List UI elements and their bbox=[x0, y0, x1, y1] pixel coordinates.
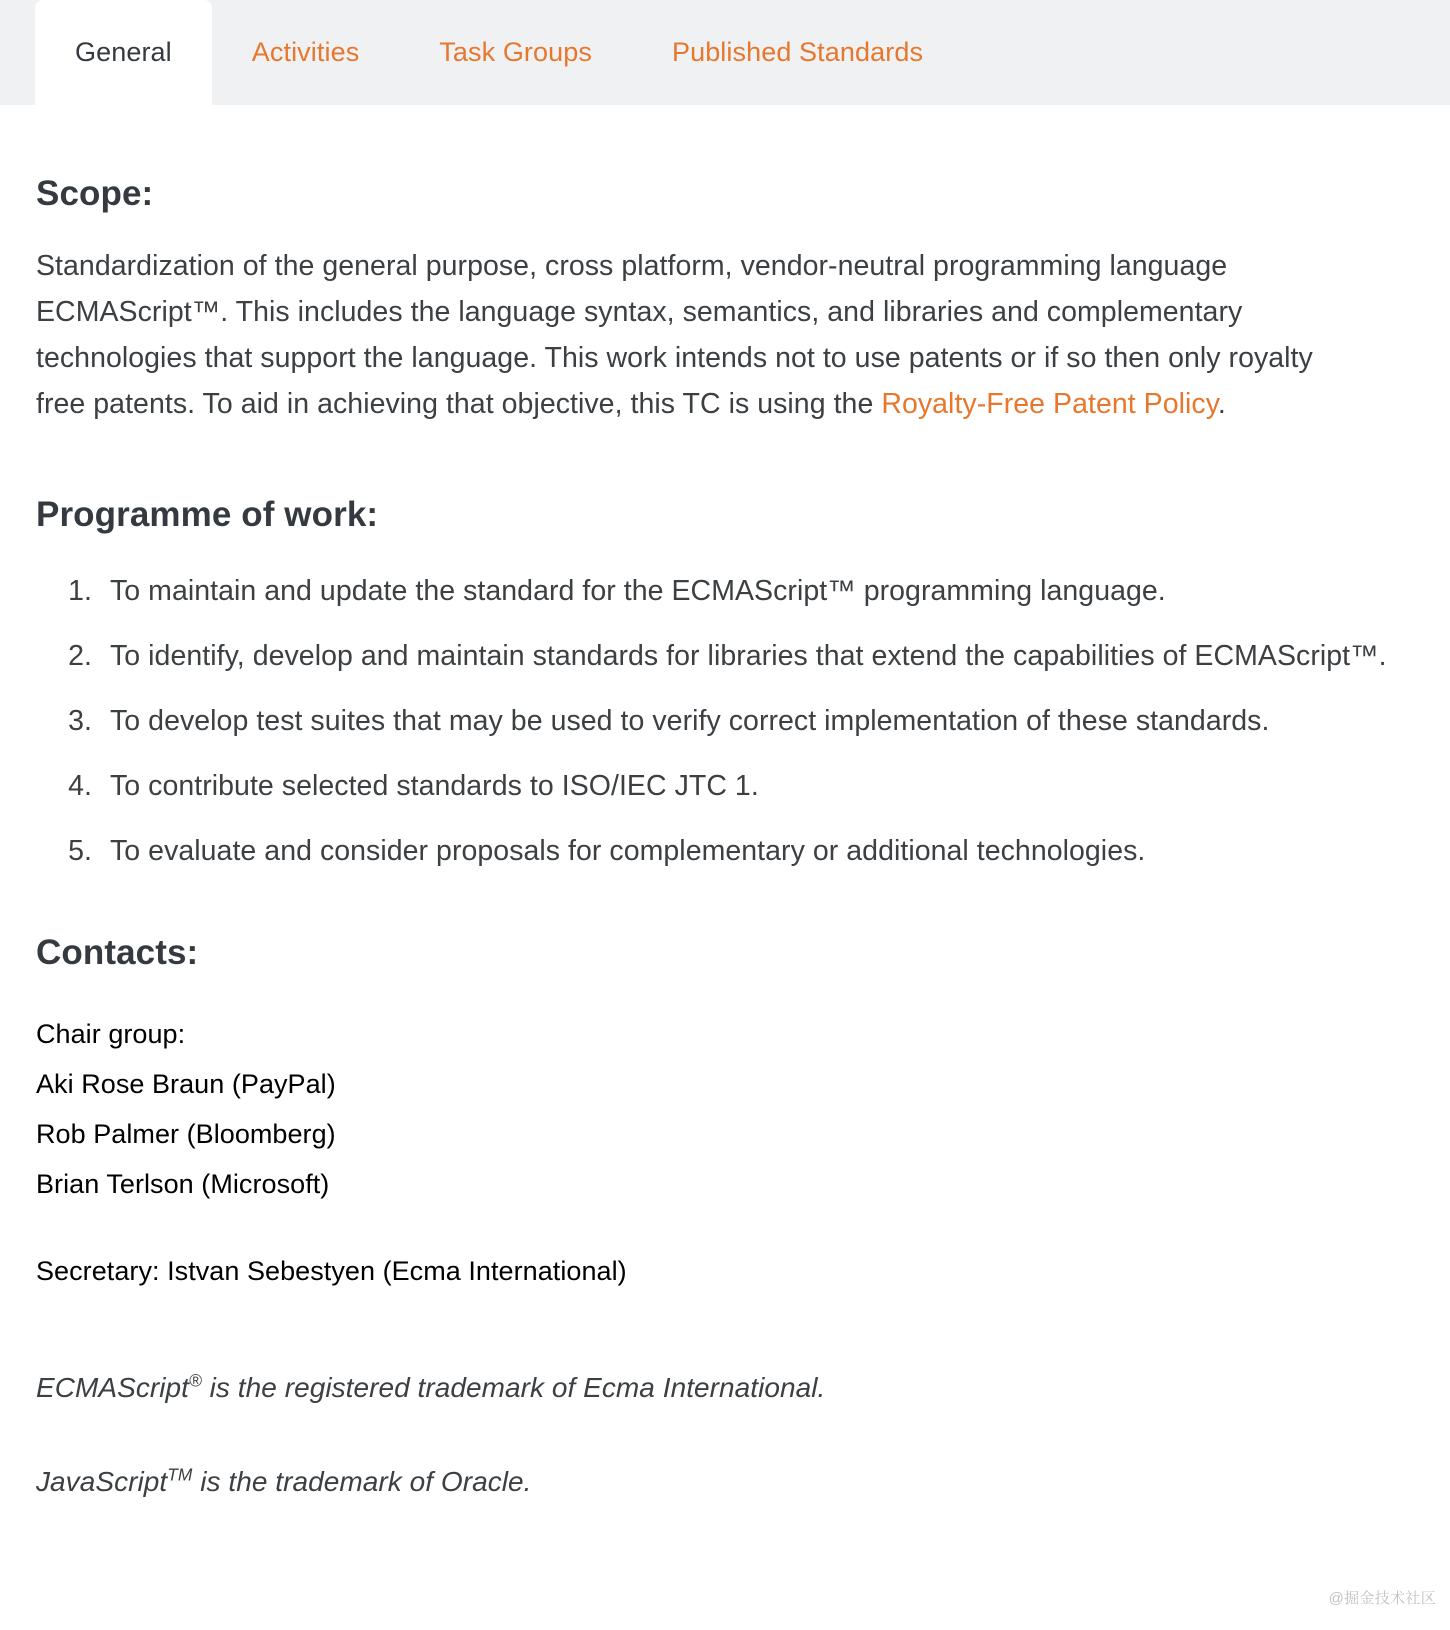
trademark-mark: TM bbox=[167, 1465, 193, 1486]
royalty-free-patent-policy-link[interactable]: Royalty-Free Patent Policy bbox=[881, 388, 1218, 421]
list-item: 3. To develop test suites that may be used to verify correct implementation of these standards. bbox=[100, 698, 1414, 744]
scope-text-part-1: Standardization of the general purpose, cross platform, vendor-neutral programming language ECMAScript™. This includes the language syntax, semantics, and libraries and complementary technologies that support the language. This work intends not to use patents or if so then only royalty free patents. To aid in achieving that objective, this TC is using the bbox=[36, 250, 1313, 421]
javascript-trademark-note bbox=[36, 1409, 1414, 1503]
list-item: 2. To identify, develop and maintain standards for libraries that extend the capabilities of ECMAScript™. bbox=[100, 633, 1414, 679]
scope-paragraph bbox=[36, 215, 1362, 428]
programme-of-work-list bbox=[36, 536, 1414, 875]
tab-bar bbox=[0, 0, 1450, 105]
tab-activities-label: Activities bbox=[251, 37, 360, 67]
scope-heading: Scope: bbox=[36, 174, 154, 213]
ecmascript-trademark-text: is the registered trademark of Ecma International. bbox=[201, 1372, 826, 1404]
contacts-chair-group bbox=[36, 974, 1414, 1210]
tab-activities[interactable] bbox=[212, 0, 400, 105]
tab-task-groups-label: Task Groups bbox=[439, 37, 592, 67]
ecmascript-trademark-note bbox=[36, 1293, 1414, 1409]
programme-of-work-heading: Programme of work: bbox=[36, 494, 379, 534]
chair-group-label: Chair group: bbox=[36, 1019, 186, 1050]
tab-panel-general bbox=[0, 105, 1450, 1503]
watermark: @掘金技术社区 bbox=[1328, 1590, 1436, 1607]
contacts-heading: Contacts: bbox=[36, 933, 199, 973]
chair-name: Aki Rose Braun (PayPal) bbox=[36, 1069, 336, 1100]
registered-mark: ® bbox=[188, 1371, 202, 1392]
tab-general[interactable] bbox=[35, 0, 212, 105]
tab-general-label: General bbox=[75, 37, 172, 67]
javascript-name: JavaScript bbox=[36, 1466, 168, 1498]
scope-text-part-2: . bbox=[1217, 388, 1226, 421]
chair-name: Brian Terlson (Microsoft) bbox=[36, 1169, 330, 1200]
javascript-trademark-text: is the trademark of Oracle. bbox=[192, 1466, 532, 1498]
tab-published-standards-label: Published Standards bbox=[671, 37, 924, 67]
list-item: 4. To contribute selected standards to ISO/IEC JTC 1. bbox=[100, 763, 1414, 809]
ecmascript-name: ECMAScript bbox=[36, 1372, 189, 1404]
list-item: 5. To evaluate and consider proposals for complementary or additional technologies. bbox=[100, 828, 1414, 874]
list-item: 1. To maintain and update the standard for the ECMAScript™ programming language. bbox=[100, 568, 1414, 614]
secretary-line: Secretary: Istvan Sebestyen (Ecma International) bbox=[36, 1256, 627, 1287]
tab-task-groups[interactable] bbox=[399, 0, 632, 105]
chair-name: Rob Palmer (Bloomberg) bbox=[36, 1119, 336, 1150]
tab-published-standards[interactable] bbox=[632, 0, 963, 105]
